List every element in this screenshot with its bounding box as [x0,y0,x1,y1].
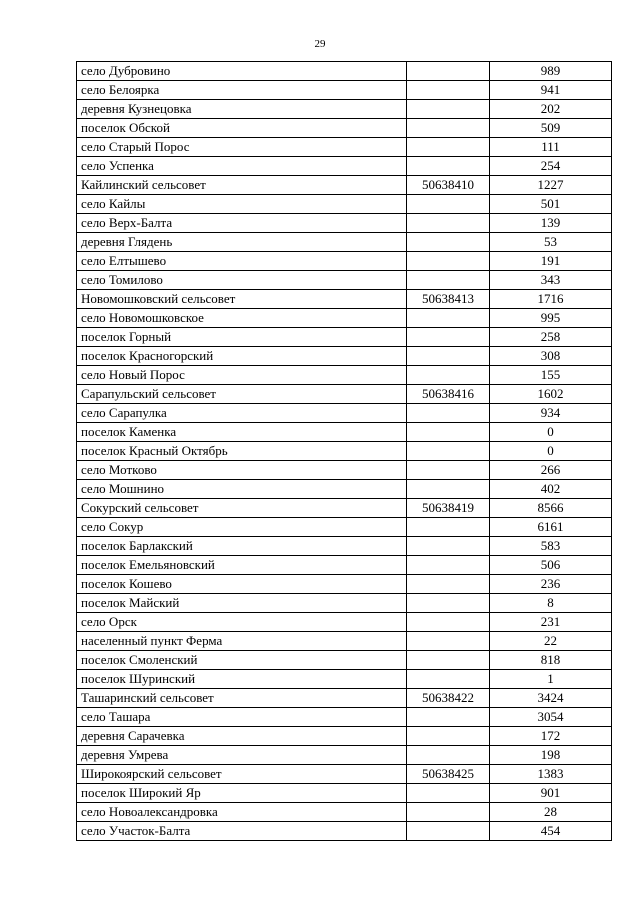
settlement-name-cell: деревня Кузнецовка [77,100,407,119]
table-row [77,385,612,404]
table-row [77,803,612,822]
table-row [77,233,612,252]
oktmo-code-cell [407,784,490,803]
settlement-name-cell: село Мотково [77,461,407,480]
table-row [77,100,612,119]
population-cell: 266 [490,461,612,480]
population-cell: 343 [490,271,612,290]
oktmo-code-cell: 50638416 [407,385,490,404]
oktmo-code-cell [407,366,490,385]
settlement-name-cell: село Старый Порос [77,138,407,157]
oktmo-code-cell [407,727,490,746]
settlement-name-cell: село Новомошковское [77,309,407,328]
table-row [77,271,612,290]
population-cell: 0 [490,423,612,442]
population-cell: 6161 [490,518,612,537]
table-row [77,727,612,746]
table-row [77,765,612,784]
settlements-table [76,61,612,841]
population-cell: 509 [490,119,612,138]
table-body [77,62,612,841]
table-row [77,670,612,689]
settlement-name-cell: село Белоярка [77,81,407,100]
table-row [77,442,612,461]
settlement-name-cell: поселок Обской [77,119,407,138]
oktmo-code-cell [407,347,490,366]
oktmo-code-cell [407,708,490,727]
population-cell: 934 [490,404,612,423]
table-row [77,822,612,841]
population-cell: 583 [490,537,612,556]
population-cell: 53 [490,233,612,252]
oktmo-code-cell [407,214,490,233]
table-row [77,195,612,214]
table-row [77,366,612,385]
settlement-name-cell: село Успенка [77,157,407,176]
settlement-name-cell: село Новый Порос [77,366,407,385]
oktmo-code-cell [407,423,490,442]
population-cell: 1383 [490,765,612,784]
population-cell: 941 [490,81,612,100]
table-row [77,746,612,765]
oktmo-code-cell: 50638413 [407,290,490,309]
settlement-name-cell: поселок Емельяновский [77,556,407,575]
oktmo-code-cell [407,803,490,822]
table-row [77,651,612,670]
population-cell: 0 [490,442,612,461]
oktmo-code-cell [407,822,490,841]
table-row [77,537,612,556]
table-row [77,62,612,81]
oktmo-code-cell [407,594,490,613]
table-row [77,176,612,195]
population-cell: 506 [490,556,612,575]
population-cell: 501 [490,195,612,214]
oktmo-code-cell [407,556,490,575]
oktmo-code-cell [407,328,490,347]
oktmo-code-cell [407,252,490,271]
settlement-name-cell: Широкоярский сельсовет [77,765,407,784]
settlement-name-cell: село Елтышево [77,252,407,271]
table-row [77,784,612,803]
oktmo-code-cell [407,480,490,499]
population-cell: 139 [490,214,612,233]
table-row [77,347,612,366]
population-cell: 308 [490,347,612,366]
oktmo-code-cell [407,670,490,689]
table-row [77,613,612,632]
oktmo-code-cell [407,195,490,214]
table-row [77,632,612,651]
settlement-name-cell: поселок Шуринский [77,670,407,689]
oktmo-code-cell [407,632,490,651]
oktmo-code-cell [407,442,490,461]
table-row [77,309,612,328]
settlement-name-cell: село Участок-Балта [77,822,407,841]
settlement-name-cell: Ташаринский сельсовет [77,689,407,708]
table-row [77,157,612,176]
table-row [77,689,612,708]
page-number: 29 [314,38,326,50]
settlement-name-cell: село Верх-Балта [77,214,407,233]
oktmo-code-cell: 50638410 [407,176,490,195]
oktmo-code-cell: 50638419 [407,499,490,518]
population-cell: 1716 [490,290,612,309]
population-cell: 236 [490,575,612,594]
population-cell: 3054 [490,708,612,727]
population-cell: 818 [490,651,612,670]
table-row [77,119,612,138]
population-cell: 1 [490,670,612,689]
settlement-name-cell: поселок Майский [77,594,407,613]
oktmo-code-cell [407,157,490,176]
oktmo-code-cell [407,138,490,157]
table-row [77,81,612,100]
settlement-name-cell: Сарапульский сельсовет [77,385,407,404]
table-row [77,499,612,518]
settlement-name-cell: населенный пункт Ферма [77,632,407,651]
table-row [77,423,612,442]
table-row [77,461,612,480]
oktmo-code-cell [407,518,490,537]
population-cell: 8 [490,594,612,613]
table-row [77,404,612,423]
oktmo-code-cell [407,62,490,81]
population-cell: 172 [490,727,612,746]
population-cell: 1227 [490,176,612,195]
table-row [77,575,612,594]
settlement-name-cell: село Мошнино [77,480,407,499]
population-cell: 901 [490,784,612,803]
population-cell: 258 [490,328,612,347]
settlement-name-cell: деревня Сарачевка [77,727,407,746]
settlement-name-cell: поселок Каменка [77,423,407,442]
settlement-name-cell: деревня Глядень [77,233,407,252]
oktmo-code-cell [407,461,490,480]
settlement-name-cell: поселок Смоленский [77,651,407,670]
table-row [77,138,612,157]
settlement-name-cell: поселок Широкий Яр [77,784,407,803]
settlement-name-cell: село Орск [77,613,407,632]
table-row [77,594,612,613]
population-cell: 254 [490,157,612,176]
table-row [77,252,612,271]
population-cell: 111 [490,138,612,157]
oktmo-code-cell [407,613,490,632]
population-cell: 202 [490,100,612,119]
table-row [77,214,612,233]
population-cell: 402 [490,480,612,499]
table-row [77,556,612,575]
settlement-name-cell: село Томилово [77,271,407,290]
oktmo-code-cell [407,575,490,594]
oktmo-code-cell [407,233,490,252]
table-row [77,518,612,537]
oktmo-code-cell [407,100,490,119]
settlement-name-cell: село Дубровино [77,62,407,81]
table-row [77,290,612,309]
settlement-name-cell: село Кайлы [77,195,407,214]
oktmo-code-cell [407,537,490,556]
settlement-name-cell: деревня Умрева [77,746,407,765]
settlement-name-cell: село Новоалександровка [77,803,407,822]
settlement-name-cell: село Ташара [77,708,407,727]
settlement-name-cell: Кайлинский сельсовет [77,176,407,195]
settlement-name-cell: село Сокур [77,518,407,537]
oktmo-code-cell [407,746,490,765]
population-cell: 198 [490,746,612,765]
population-cell: 28 [490,803,612,822]
settlement-name-cell: поселок Красногорский [77,347,407,366]
population-cell: 995 [490,309,612,328]
oktmo-code-cell [407,119,490,138]
population-cell: 191 [490,252,612,271]
settlement-name-cell: Новомошковский сельсовет [77,290,407,309]
population-cell: 454 [490,822,612,841]
oktmo-code-cell: 50638425 [407,765,490,784]
population-cell: 155 [490,366,612,385]
population-cell: 3424 [490,689,612,708]
oktmo-code-cell: 50638422 [407,689,490,708]
oktmo-code-cell [407,404,490,423]
settlement-name-cell: поселок Горный [77,328,407,347]
settlement-name-cell: село Сарапулка [77,404,407,423]
oktmo-code-cell [407,309,490,328]
population-cell: 989 [490,62,612,81]
table-row [77,480,612,499]
settlement-name-cell: поселок Кошево [77,575,407,594]
population-cell: 231 [490,613,612,632]
settlement-name-cell: Сокурский сельсовет [77,499,407,518]
population-cell: 22 [490,632,612,651]
population-cell: 8566 [490,499,612,518]
table-row [77,328,612,347]
oktmo-code-cell [407,271,490,290]
settlement-name-cell: поселок Красный Октябрь [77,442,407,461]
oktmo-code-cell [407,81,490,100]
oktmo-code-cell [407,651,490,670]
population-cell: 1602 [490,385,612,404]
table-row [77,708,612,727]
settlement-name-cell: поселок Барлакский [77,537,407,556]
